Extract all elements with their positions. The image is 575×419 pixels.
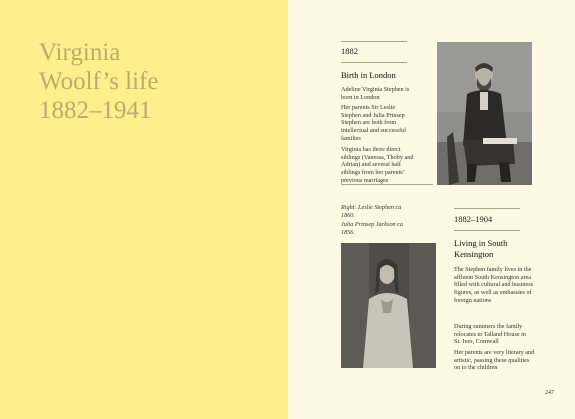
paragraph: Her parents are very literary and artistic, passing these qualities on to the children <box>454 349 535 372</box>
rule-top-1882 <box>341 41 407 42</box>
rule-below-year-1882-1904 <box>454 230 520 231</box>
year-label: 1882 <box>341 46 358 56</box>
page-title <box>39 38 279 125</box>
year-label: 1882–1904 <box>454 214 493 224</box>
page-number: 247 <box>545 390 554 396</box>
julia-jackson-photo <box>341 243 436 368</box>
title-line: 1882–1941 <box>39 97 152 124</box>
paragraph: Her parents Sir Leslie Stephen and Julia Prinsep Stephen are both from intellectual and successful families <box>341 104 406 142</box>
paragraph: During summers the family relocates to Talland House in St. Ives, Cornwall <box>454 323 526 346</box>
rule-section1-end <box>341 184 433 185</box>
title-line: Woolf’s life <box>39 68 159 95</box>
rule-top-1882-1904 <box>454 208 520 209</box>
section-heading: Birth in London <box>341 70 396 80</box>
caption-julia: Julia Prinsep Jackson ca 1856. <box>341 221 404 236</box>
paragraph: Virginia has three direct siblings (Vanessa, Thoby and Adrian) and several half siblings from her parents’ previous marriages <box>341 146 414 184</box>
leslie-stephen-photo <box>437 42 532 185</box>
section-heading: Living in South Kensington <box>454 238 508 259</box>
caption-leslie: Right: Leslie Stephen ca 1860. <box>341 204 402 219</box>
title-line: Virginia <box>39 39 121 66</box>
rule-below-year-1882 <box>341 62 407 63</box>
paragraph: Adeline Virginia Stephen is born in London <box>341 86 410 101</box>
paragraph: The Stephen family lives in the affluent South Kensington area filled with cultural and business figures, as well as embassies of foreign nations <box>454 266 534 304</box>
